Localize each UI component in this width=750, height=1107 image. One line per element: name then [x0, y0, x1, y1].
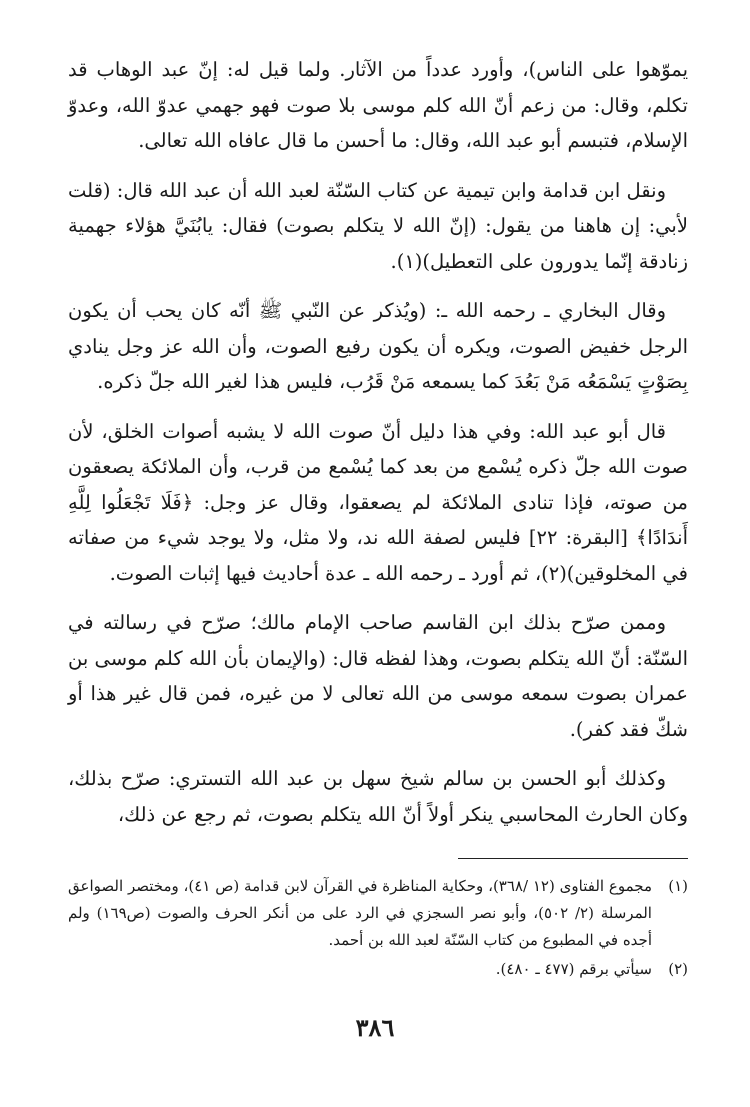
paragraph-4: قال أبو عبد الله: وفي هذا دليل أنّ صوت الله لا يشبه أصوات الخلق، لأن صوت الله جلّ ذكره يُسْمع من بعد كما يُسْمع من قرب، وأن الملائكة يصعقون من صوته، فإذا تنادى الملائكة لم يصعقوا، وقال عز وجل: ﴿فَلَا تَجْعَلُوا لِلَّهِ أَندَادًا﴾ [البقرة: ٢٢] فليس لصفة الله ند، ولا مثل، ولا يوجد شيء من صفاته في المخلوقين)(٢)، ثم أورد ـ رحمه الله ـ عدة أحاديث فيها إثبات الصوت. — [68, 419, 688, 585]
paragraph-1: يموّهوا على الناس)، وأورد عدداً من الآثار. ولما قيل له: إنّ عبد الوهاب قد تكلم، وقال: من زعم أنّ الله كلم موسى بلا صوت فهو جهمي عدوّ الله، وعدوّ الإسلام، فتبسم أبو عبد الله، وقال: ما أحسن ما قال عافاه الله تعالى. — [68, 58, 688, 152]
footnotes — [68, 873, 688, 983]
page-body — [68, 52, 688, 985]
footnote-number: (١) — [668, 877, 688, 895]
page-number: ٣٨٦ — [355, 1013, 395, 1042]
footnote-text: مجموع الفتاوى (١٢ /٣٦٨)، وحكاية المناظرة في القرآن لابن قدامة (ص ٤١)، ومختصر الصواعق المرسلة (٢/ ٥٠٢)، وأبو نصر السجزي في الرد على من أنكر الحرف والصوت (ص١٦٩) ولم أجده في المطبوع من كتاب السّنّة لعبد الله بن أحمد. — [68, 877, 652, 949]
paragraph-6: وكذلك أبو الحسن بن سالم شيخ سهل بن عبد الله التستري: صرّح بذلك، وكان الحارث المحاسبي ينكر أولاً أنّ الله يتكلم بصوت، ثم رجع عن ذلك، — [68, 767, 688, 826]
paragraph-3: وقال البخاري ـ رحمه الله ـ: (ويُذكر عن النّبي ﷺ أنّه كان يحب أن يكون الرجل خفيض الصوت، ويكره أن يكون رفيع الصوت، وأن الله عز وجل ينادي بِصَوْتٍ يَسْمَعُه مَنْ بَعُدَ كما يسمعه مَنْ قَرُب، فليس هذا لغير الله جلّ ذكره. — [68, 299, 688, 393]
footnote-1 — [68, 873, 688, 954]
paragraph-5: وممن صرّح بذلك ابن القاسم صاحب الإمام مالك؛ صرّح في رسالته في السّنّة: أنّ الله يتكلم بصوت، وهذا لفظه قال: (والإيمان بأن الله كلم موسى بن عمران بصوت سمعه موسى من الله تعالى لا من غيره، فمن قال غير هذا أو شكّ فقد كفر). — [68, 611, 688, 741]
footnote-divider — [458, 858, 688, 859]
footnote-number: (٢) — [668, 960, 688, 978]
paragraph-2: ونقل ابن قدامة وابن تيمية عن كتاب السّنّة لعبد الله أن عبد الله قال: (قلت لأبي: إن هاهنا من يقول: (إنّ الله لا يتكلم بصوت) فقال: يابُنَيَّ هؤلاء جهمية زنادقة إنّما يدورون على التعطيل)(١). — [68, 178, 688, 273]
footnote-text: سيأتي برقم (٤٧٧ ـ ٤٨٠). — [495, 960, 652, 978]
footnote-2 — [68, 956, 688, 983]
